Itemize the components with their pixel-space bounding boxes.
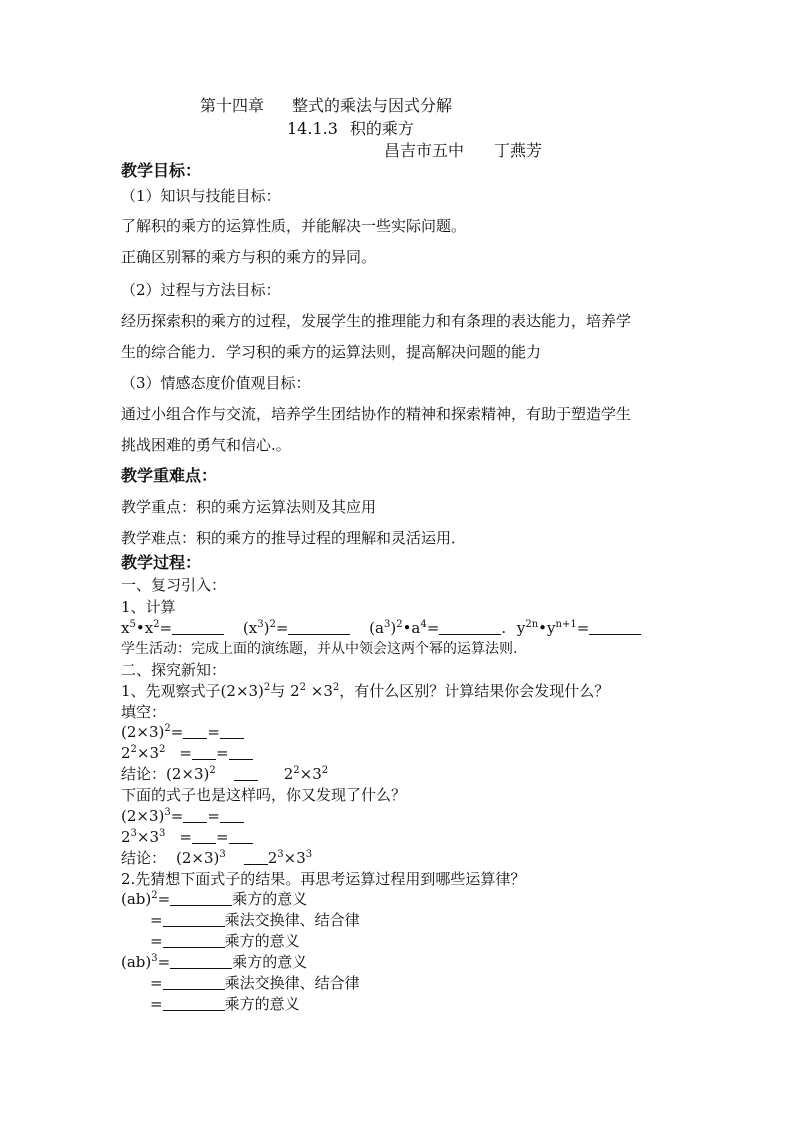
heading-process: 教学过程： (121, 553, 202, 572)
derivation-2-line1: (ab)$^2$= 乘方的意义 (121, 890, 308, 908)
question-2: 2.先猜想下面式子的结果。再思考运算过程用到哪些运算律？ (121, 870, 526, 888)
derivation-2-line2: = 乘法交换律、结合律 (150, 911, 360, 929)
fill-line-2: $2^2\times 3^2$ = = (121, 743, 253, 763)
objective-3-title: （3）情感态度价值观目标： (121, 374, 311, 392)
derivation-3-line2: = 乘法交换律、结合律 (150, 974, 360, 992)
fill-label: 填空： (121, 703, 167, 721)
objective-3-line1: 通过小组合作与交流，培养学生团结协作的精神和探索精神，有助于塑造学生 (121, 405, 632, 423)
step-explore: 二、探究新知： (121, 661, 227, 679)
objective-2-line2: 生的综合能力．学习积的乘方的运算法则，提高解决问题的能力 (121, 343, 542, 361)
objective-3-line2: 挑战困难的勇气和信心.。 (121, 436, 291, 454)
objective-2-line1: 经历探索积的乘方的过程，发展学生的推理能力和有条理的表达能力，培养学 (121, 312, 632, 330)
conclusion-1: 结论：$(2\times 3)^2$ $2^2\times 3^2$ (121, 765, 329, 783)
derivation-3-line3: = 乘方的意义 (150, 995, 300, 1013)
objective-1-line2: 正确区别幂的乘方与积的乘方的异同。 (121, 248, 377, 266)
objective-1-title: （1）知识与技能目标： (121, 187, 281, 205)
question-1: 1、先观察式子$(2\times 3)^2$与 $2^2 \times 3^2$，有什么区别？计算结果你会发现什么？ (121, 682, 610, 700)
question-1b: 下面的式子也是这样吗，你又发现了什么？ (121, 786, 407, 804)
calc-label: 1、计算 (121, 598, 176, 616)
heading-objectives: 教学目标： (121, 161, 202, 180)
step-review: 一、复习引入： (121, 576, 227, 594)
exercise-row: $x^5•x^2= (x^3)^2=$ $(a^3)^2•a^4=$ . $y^{2n}•y^{n+1}=$ (121, 618, 641, 638)
student-activity: 学生活动：完成上面的演练题，并从中领会这两个幂的运算法则. (121, 641, 518, 657)
conclusion-2: 结论： $(2\times 3)^3$ $2^3\times 3^3$ (121, 849, 313, 867)
fill-line-4: $2^3\times 3^3$ = = (121, 827, 253, 847)
key-point-focus: 教学重点：积的乘方运算法则及其应用 (121, 498, 377, 516)
objective-1-line1: 了解积的乘方的运算性质，并能解决一些实际问题。 (121, 217, 467, 235)
fill-line-1: $(2\times 3)^2=$ = (121, 722, 244, 742)
chapter-title: 第十四章 整式的乘法与因式分解 (200, 96, 453, 115)
section-title: 14.1.3 积的乘方 (287, 119, 414, 138)
heading-key-points: 教学重难点： (121, 466, 218, 485)
key-point-difficulty: 教学难点：积的乘方的推导过程的理解和灵活运用． (121, 529, 467, 547)
author-line: 昌吉市五中 丁燕芳 (384, 141, 543, 160)
derivation-3-line1: (ab)$^3$= 乘方的意义 (121, 953, 308, 971)
objective-2-title: （2）过程与方法目标： (121, 281, 281, 299)
fill-line-3: $(2\times 3)^3=$ = (121, 806, 244, 826)
derivation-2-line3: = 乘方的意义 (150, 932, 300, 950)
